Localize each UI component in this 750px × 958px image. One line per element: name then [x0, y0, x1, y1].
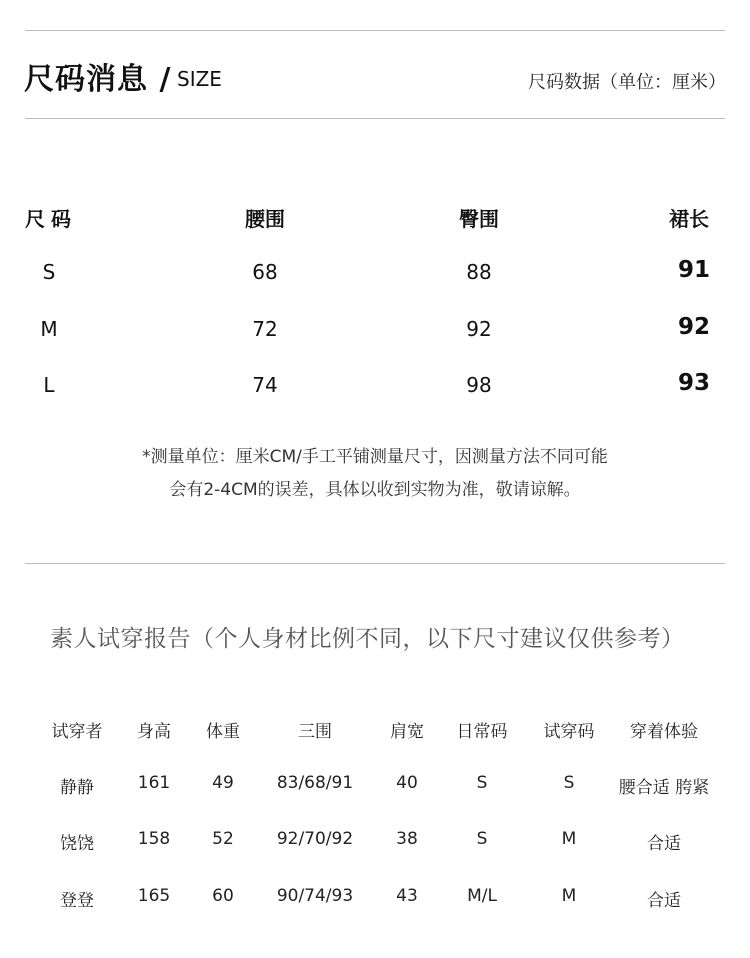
table-cell: 83/68/91	[276, 773, 354, 793]
waist-cell: 72	[252, 317, 278, 341]
hip-cell: 88	[466, 260, 492, 284]
table-cell: 90/74/93	[276, 886, 354, 906]
size-cell: L	[43, 373, 55, 397]
table-cell: M	[561, 829, 577, 849]
page-title: 尺码消息 /	[24, 62, 172, 97]
table-cell: 43	[396, 886, 418, 906]
table-cell: 52	[212, 829, 234, 849]
table-cell: S	[563, 773, 575, 793]
header-height: 身高	[137, 722, 171, 742]
top-divider	[25, 30, 725, 31]
hip-header: 臀围	[459, 207, 499, 231]
length-cell: 93	[678, 370, 711, 396]
table-cell: 静静	[60, 778, 94, 798]
header-weight: 体重	[206, 722, 240, 742]
page-subtitle: SIZE	[177, 67, 222, 91]
unit-label: 尺码数据（单位：厘米）	[528, 72, 726, 93]
table-cell: 饶饶	[60, 834, 94, 854]
table-cell: 158	[137, 829, 171, 849]
table-cell: 40	[396, 773, 418, 793]
table-cell: 登登	[60, 891, 94, 911]
waist-cell: 68	[252, 260, 278, 284]
hip-cell: 98	[466, 373, 492, 397]
table-cell: 92/70/92	[276, 829, 354, 849]
table-cell: 161	[137, 773, 171, 793]
table-cell: 合适	[647, 834, 681, 854]
length-cell: 91	[678, 257, 711, 283]
table-cell: 合适	[647, 891, 681, 911]
hip-cell: 92	[466, 317, 492, 341]
measurement-note-line1: *测量单位：厘米CM/手工平铺测量尺寸，因测量方法不同可能	[142, 447, 608, 467]
report-title: 素人试穿报告（个人身材比例不同，以下尺寸建议仅供参考）	[50, 626, 685, 652]
header-tester: 试穿者	[51, 722, 103, 742]
table-cell: M	[561, 886, 577, 906]
waist-cell: 74	[252, 373, 278, 397]
header-experience: 穿着体验	[630, 722, 698, 742]
table-cell: S	[476, 829, 488, 849]
header-measurements: 三围	[298, 722, 332, 742]
measurement-note-line2: 会有2-4CM的误差，具体以收到实物为准，敬请谅解。	[169, 480, 581, 500]
header-shoulder: 肩宽	[390, 722, 424, 742]
header-usual-size: 日常码	[456, 722, 508, 742]
table-cell: 38	[396, 829, 418, 849]
header-divider	[25, 118, 725, 119]
length-cell: 92	[678, 314, 711, 340]
table-cell: 60	[212, 886, 234, 906]
size-cell: M	[40, 317, 58, 341]
table-cell: 49	[212, 773, 234, 793]
section-divider	[25, 563, 725, 564]
table-cell: S	[476, 773, 488, 793]
length-header: 裙长	[669, 207, 709, 231]
table-cell: 腰合适 胯紧	[618, 778, 710, 798]
table-cell: 165	[137, 886, 171, 906]
waist-header: 腰围	[245, 207, 285, 231]
size-header: 尺码	[25, 207, 77, 231]
header-try-size: 试穿码	[543, 722, 595, 742]
table-cell: M/L	[467, 886, 497, 906]
size-cell: S	[42, 260, 56, 284]
